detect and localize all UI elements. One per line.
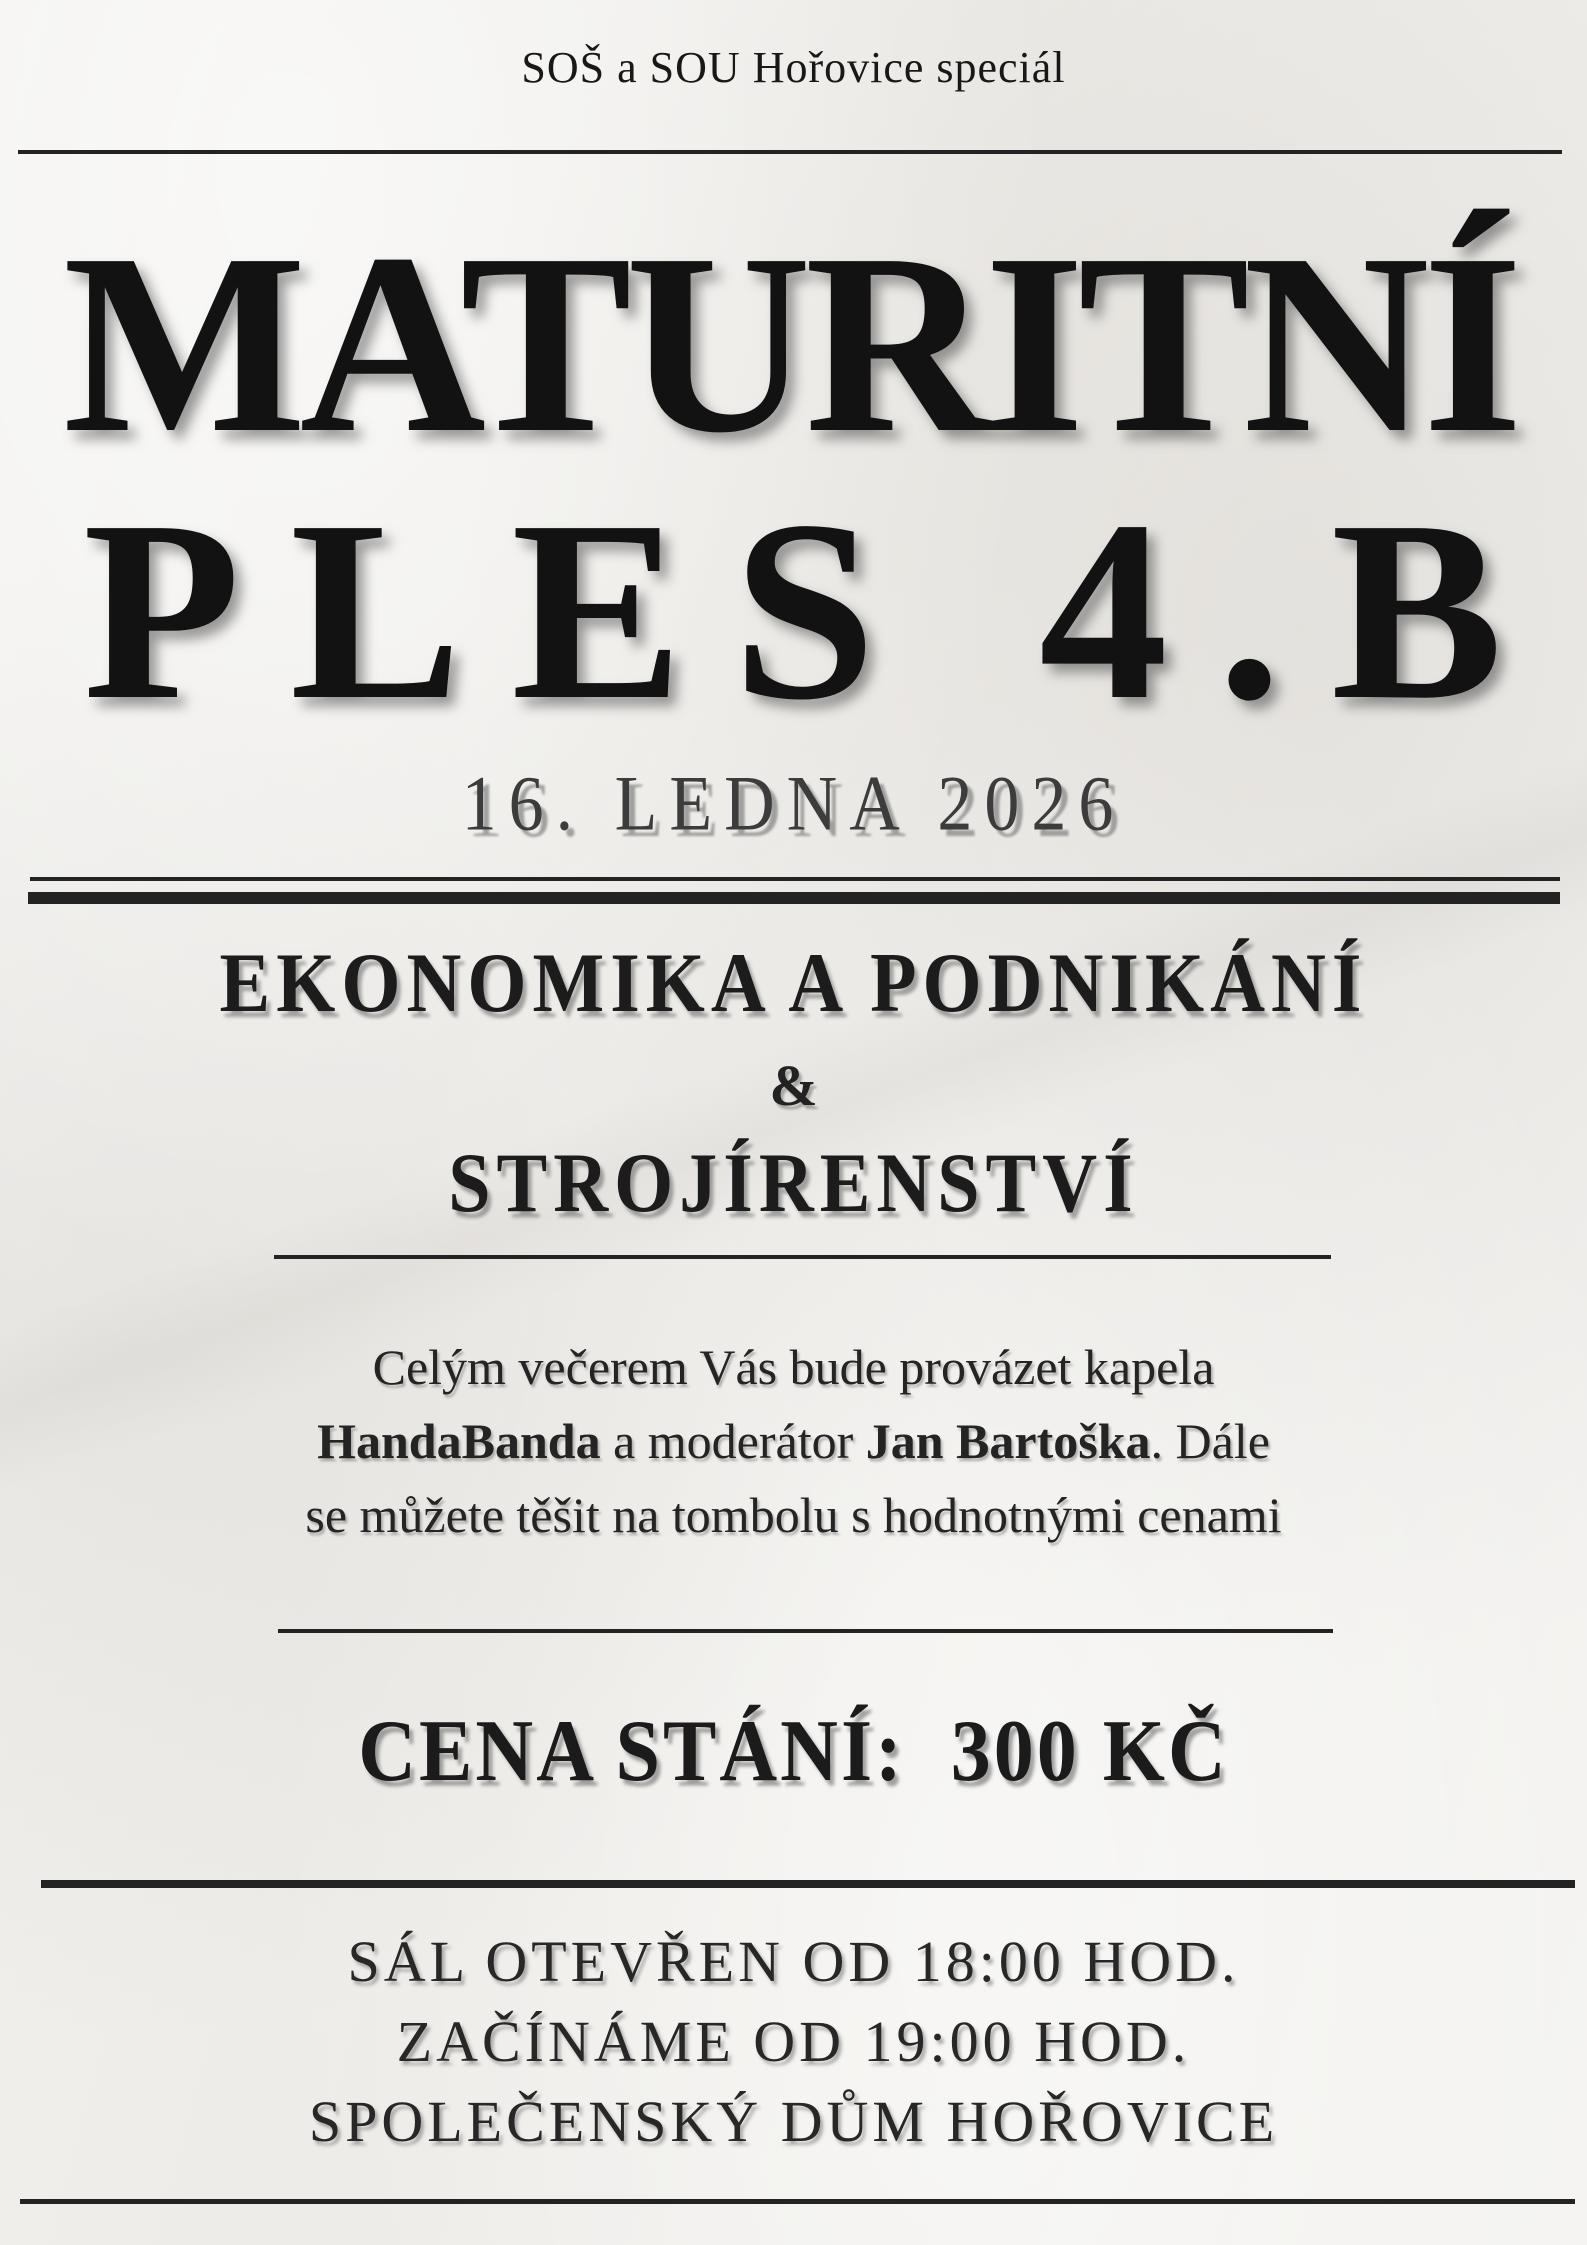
info-line-doors: SÁL OTEVŘEN OD 18:00 HOD. <box>347 1929 1240 1994</box>
description-line3: se můžete těšit na tombolu s hodnotnými cenami <box>305 1487 1282 1543</box>
study-field-first-text: EKONOMIKA A PODNIKÁNÍ <box>219 936 1368 1031</box>
event-date-text: 16. LEDNA 2026 <box>461 761 1126 848</box>
description <box>0 1330 1587 1552</box>
info-line-venue: SPOLEČENSKÝ DŮM HOŘOVICE <box>308 2089 1279 2154</box>
ampersand: & <box>769 1053 818 1118</box>
main-title-line1-text: MATURITNÍ <box>63 200 1523 486</box>
main-title-line2 <box>76 467 1511 753</box>
price-rule <box>41 1880 1575 1888</box>
event-date <box>0 760 1587 848</box>
study-field-first <box>0 935 1587 1031</box>
price-value: 300 KČ <box>950 1703 1229 1800</box>
main-title-line1 <box>56 200 1531 486</box>
price-label: CENA STÁNÍ: <box>358 1703 905 1800</box>
moderator-name: Jan Bartoška <box>865 1413 1151 1469</box>
top-rule <box>18 150 1562 154</box>
description-line2 <box>0 1404 1587 1478</box>
study-field-second-text: STROJÍRENSTVÍ <box>448 1136 1139 1231</box>
description-rule <box>278 1629 1333 1633</box>
description-line1: Celým večerem Vás bude provázet kapela <box>372 1339 1215 1395</box>
double-rule-thin <box>30 877 1560 881</box>
bottom-rule <box>20 2199 1575 2204</box>
info-line-start: ZAČÍNÁME OD 19:00 HOD. <box>396 2009 1191 2074</box>
school-name: SOŠ a SOU Hořovice speciál <box>521 43 1066 92</box>
main-title-line2-text: PLES 4.B <box>83 467 1503 753</box>
description-line2-mid: a moderátor <box>600 1413 866 1469</box>
double-rule-thick <box>28 892 1560 904</box>
info-block <box>0 1922 1587 2162</box>
band-name: HandaBanda <box>317 1413 601 1469</box>
field-rule <box>274 1255 1331 1259</box>
description-line2-tail: . Dále <box>1150 1413 1270 1469</box>
study-field-second <box>0 1135 1587 1231</box>
price-row <box>0 1702 1587 1800</box>
